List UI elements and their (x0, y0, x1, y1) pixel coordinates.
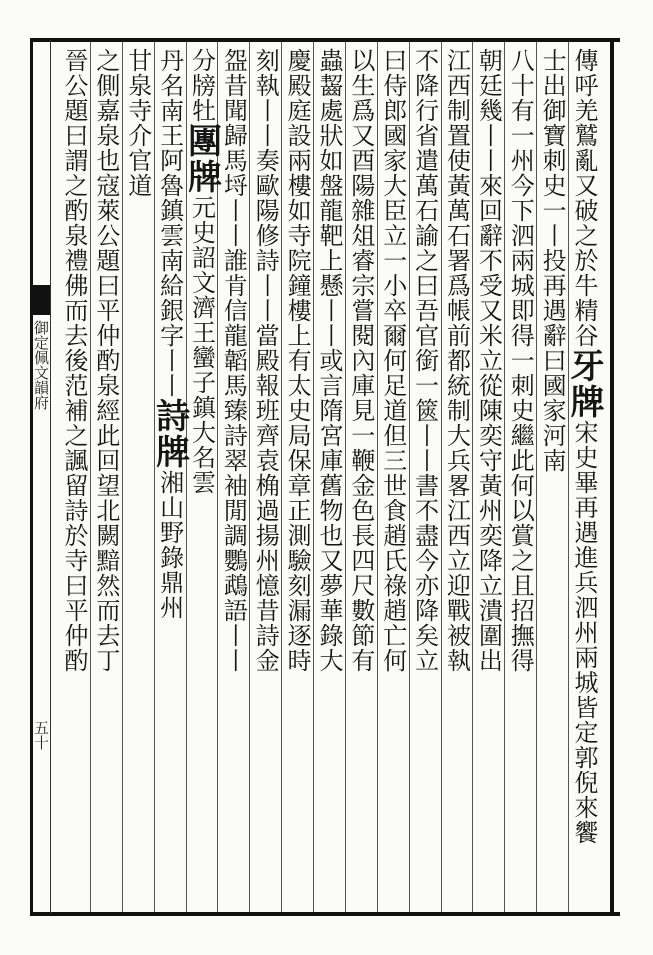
text-segment: 晉公題曰謂之酌泉禮佛而去後范補之諷留詩於寺曰平仲酌 (59, 48, 88, 673)
text-segment: 丹名 (155, 48, 184, 98)
text-column (59, 48, 89, 673)
text-segment: 士出御寶刺史 (538, 48, 567, 198)
column-rule (249, 42, 250, 912)
text-column (473, 48, 503, 673)
column-rule (154, 42, 155, 912)
margin-title: 御定佩文韻府 (32, 320, 50, 410)
text-segment: 丨投再遇辭曰國家河南 (538, 223, 567, 473)
text-segment: 一 (538, 198, 567, 223)
text-segment: 八十有一州今下泗兩城即得一刺史繼此何以賞之且招撫得 (506, 48, 535, 673)
column-rule (472, 42, 473, 912)
text-column (250, 48, 280, 673)
left-border-rule (30, 38, 33, 916)
text-column (218, 48, 248, 673)
text-segment: 之側嘉泉也寇萊公題曰平仲酌泉經此回望北闕黯然而去丁 (91, 48, 120, 673)
column-rule (568, 42, 569, 912)
column-rule (313, 42, 314, 912)
text-segment: 甘泉寺介官道 (123, 48, 152, 198)
text-column (181, 48, 222, 495)
text-segment: 傳呼羌鷲亂又破之於牛精谷 (570, 48, 599, 348)
text-segment: 盌昔聞歸馬埒丨丨誰肯信龍韜馬臻詩翠袖閒調鸚鵡語丨丨 (219, 48, 248, 673)
entry-heading: 團牌 (181, 123, 222, 195)
text-segment: 南王阿魯鎮雲南給銀字丨丨 (155, 98, 184, 398)
text-segment: 刻執丨丨奏歐陽修詩丨丨當殿報班齊袁桷過揚州憶昔詩金 (251, 48, 280, 673)
text-segment: 蟲齧處狀如盤龍靶上懸丨丨或言隋宮庫舊物也又夢華錄大 (315, 48, 343, 673)
column-rule (504, 42, 505, 912)
right-border-rule (610, 38, 614, 916)
text-column (346, 48, 376, 673)
text-segment: 曰侍郎國家大臣立一小卒爾何足道但三世食趙氏祿趙亡何 (378, 48, 407, 673)
text-segment: 湘山野錄鼎州 (155, 470, 184, 620)
column-rule (409, 42, 410, 912)
text-column (505, 48, 535, 673)
gutter-rule (50, 40, 51, 914)
column-rule (441, 42, 442, 912)
entry-heading: 牙牌 (564, 348, 605, 420)
text-segment: 分牓牡 (187, 48, 216, 123)
column-rule (345, 42, 346, 912)
text-column (564, 48, 605, 845)
text-column (537, 48, 567, 473)
column-rule (186, 42, 187, 912)
text-segment: 慶殿庭設兩樓如寺院鐘樓上有太史局保章正測驗刻漏逐時 (283, 48, 312, 673)
text-segment: 江西制置使黃萬石署爲帳前都統制大兵畧江西立迎戰被執 (442, 48, 471, 673)
text-column (410, 48, 440, 673)
entry-heading: 詩牌 (149, 398, 190, 470)
text-column (378, 48, 408, 673)
bottom-border-rule (30, 912, 620, 916)
column-rule (377, 42, 378, 912)
column-rule (536, 42, 537, 912)
text-column (442, 48, 472, 673)
margin-fishtail-mark (32, 285, 50, 315)
text-segment: 宋史畢再遇進兵泗州兩城皆定郭倪來饗 (570, 420, 599, 845)
text-segment: 不降行省遣萬石諭之曰吾官銜一篋丨丨書不盡今亦降矣立 (410, 48, 439, 673)
column-rule (281, 42, 282, 912)
text-column (123, 48, 153, 198)
text-column (91, 48, 121, 673)
text-segment: 朝廷幾丨丨來回辭不受又米立從陳奕守黃州奕降立潰圍出 (474, 48, 503, 673)
text-column (314, 48, 344, 673)
column-rule (122, 42, 123, 912)
page-number: 五十 (32, 720, 50, 750)
column-rule (90, 42, 91, 912)
text-segment: 元史詔文濟王蠻子鎮大名雲 (187, 195, 216, 495)
text-column (282, 48, 312, 673)
text-column (149, 48, 190, 620)
text-segment: 以生爲又酉陽雜俎睿宗嘗閱內庫見一鞭金色長四尺數節有 (346, 48, 375, 673)
top-border-rule (30, 38, 620, 42)
